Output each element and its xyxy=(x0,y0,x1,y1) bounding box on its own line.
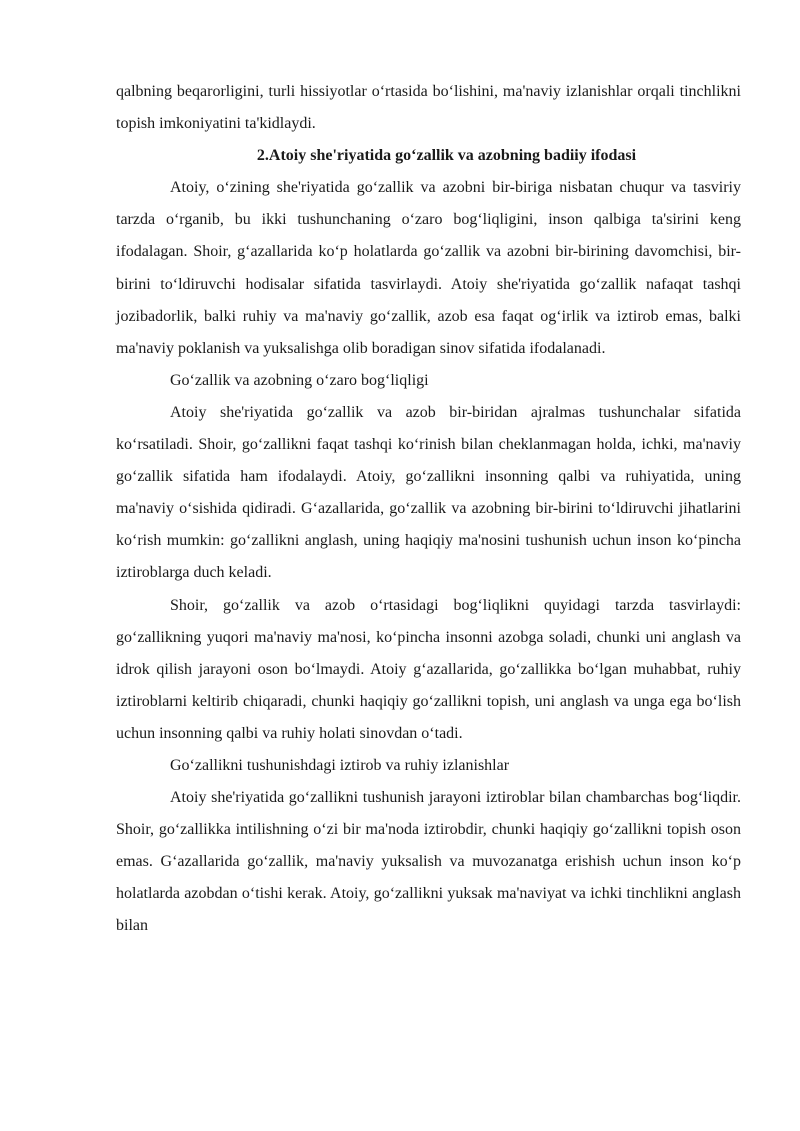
subheading: Go‘zallikni tushunishdagi iztirob va ruhiy izlanishlar xyxy=(170,756,510,774)
paragraph: Atoiy, o‘zining she'riyatida go‘zallik va azobni bir-biriga nisbatan chuqur va tasviriy tarzda o‘rganib, bu ikki tushunchaning o‘zaro bog‘liqligini, inson qalbiga ta'sirini keng ifodalagan. Shoir, g‘azallarida ko‘p holatlarda go‘zallik va azobni bir-birining davomchisi, bir-birini to‘ldiruvchi hodisalar sifatida tasvirlaydi. Atoiy she'riyatida go‘zallik nafaqat tashqi jozibadorlik, balki ruhiy va ma'naviy go‘zallik, azob esa faqat og‘irlik va iztirob emas, balki ma'naviy poklanish va yuksalishga olib boradigan sinov sifatida ifodalanadi. xyxy=(116,179,741,357)
paragraph: Shoir, go‘zallik va azob o‘rtasidagi bog‘liqlikni quyidagi tarzda tasvirlaydi: go‘zallikning yuqori ma'naviy ma'nosi, ko‘pincha insonni azobga soladi, chunki uni anglash va idrok qilish jarayoni oson bo‘lmaydi. Atoiy g‘azallarida, go‘zallikka bo‘lgan muhabbat, ruhiy iztiroblarni keltirib chiqaradi, chunki haqiqiy go‘zallikni topish, uni anglash va unga ega bo‘lish uchun insonning qalbi va ruhiy holati sinovdan o‘tadi. xyxy=(116,596,741,742)
subheading: Go‘zallik va azobning o‘zaro bog‘liqligi xyxy=(170,371,429,389)
paragraph: Atoiy she'riyatida go‘zallik va azob bir-biridan ajralmas tushunchalar sifatida ko‘rsatiladi. Shoir, go‘zallikni faqat tashqi ko‘rinish bilan cheklanmagan holda, ichki, ma'naviy go‘zallik sifatida ham ifodalaydi. Atoiy, go‘zallikni insonning qalbi va ruhiyatida, uning ma'naviy o‘sishida qidiradi. G‘azallarida, go‘zallik va azobning bir-birini to‘ldiruvchi jihatlarini ko‘rish mumkin: go‘zallikni anglash, uning haqiqiy ma'nosini tushunish uchun inson ko‘pincha iztiroblarga duch keladi. xyxy=(116,403,741,582)
document-page xyxy=(116,76,741,943)
paragraph-continuation: qalbning beqarorligini, turli hissiyotlar o‘rtasida bo‘lishini, ma'naviy izlanishlar orqali tinchlikni topish imkoniyatini ta'kidlaydi. xyxy=(116,83,741,133)
paragraph: Atoiy she'riyatida go‘zallikni tushunish jarayoni iztiroblar bilan chambarchas bog‘liqdir. Shoir, go‘zallikka intilishning o‘zi bir ma'noda iztirobdir, chunki haqiqiy go‘zallikni topish oson emas. G‘azallarida go‘zallik, ma'naviy yuksalish va muvozanatga erishish uchun inson ko‘p holatlarda azobdan o‘tishi kerak. Atoiy, go‘zallikni yuksak ma'naviyat va ichki tinchlikni anglash bilan xyxy=(116,789,741,935)
section-heading: 2.Atoiy she'riyatida go‘zallik va azobning badiiy ifodasi xyxy=(256,147,637,165)
